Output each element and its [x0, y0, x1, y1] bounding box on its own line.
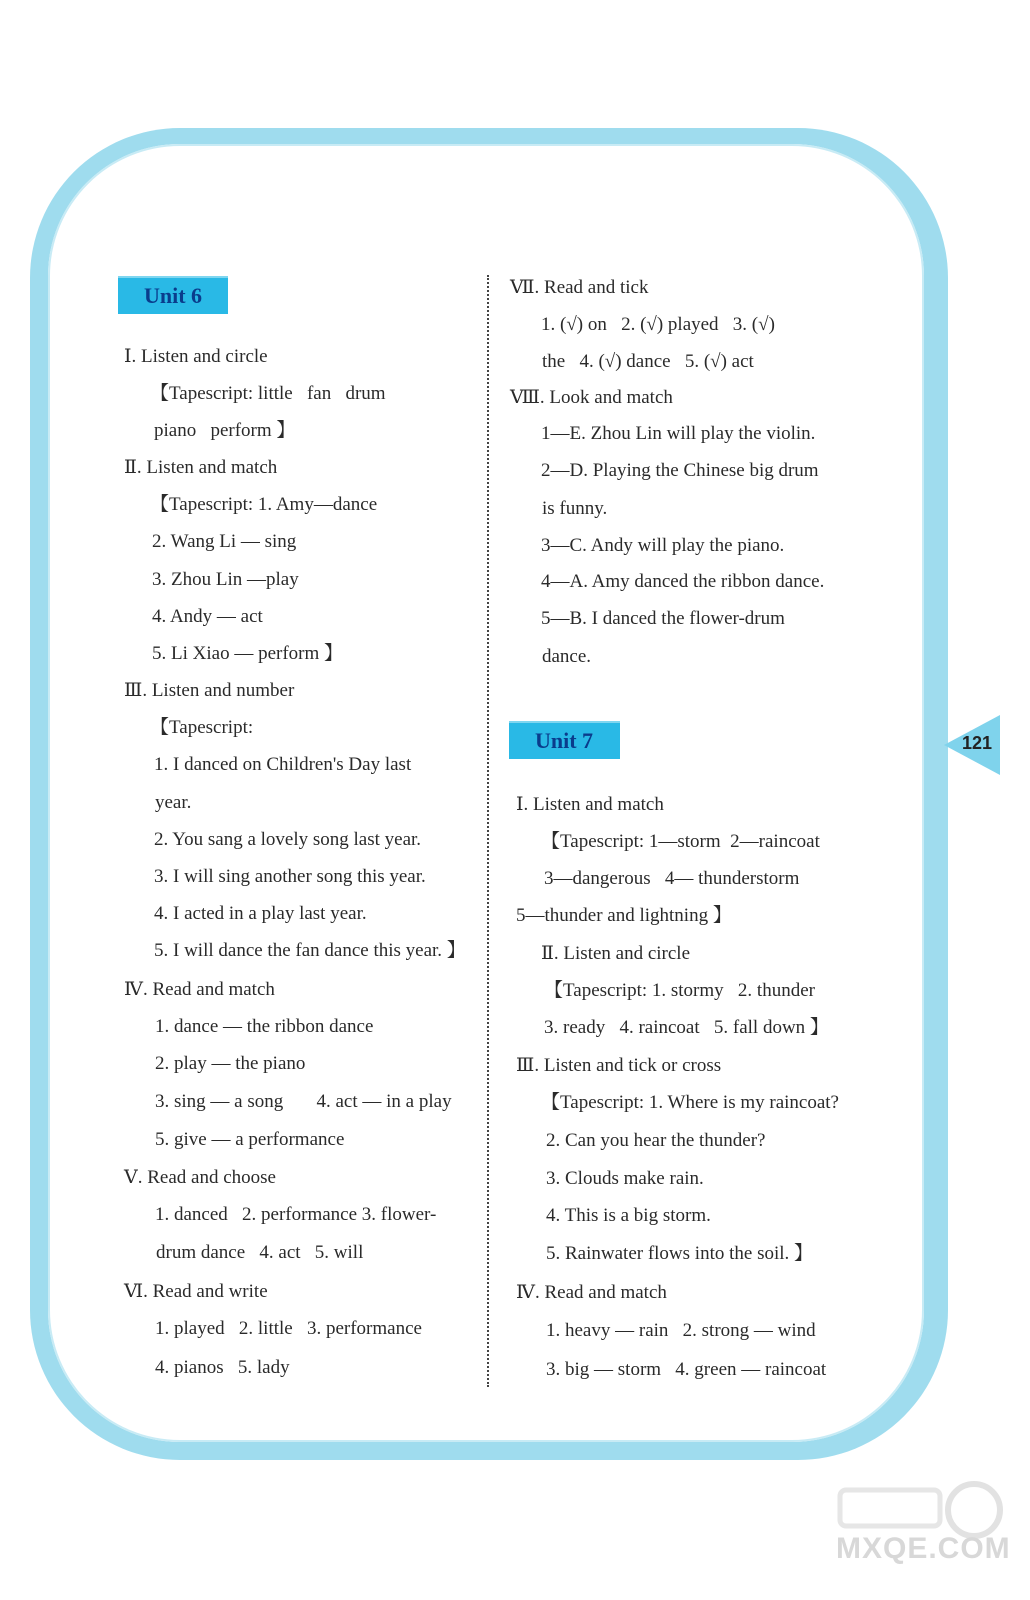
left-line-20: 2. play — the piano [155, 1053, 306, 1074]
left-line-24: 1. danced 2. performance 3. flower- [155, 1204, 437, 1225]
unit-6-title: Unit 6 [118, 276, 228, 314]
right-bottom-line-11: 3. Clouds make rain. [546, 1168, 704, 1189]
left-line-11: 【Tapescript: [150, 717, 254, 738]
right-bottom-line-1: Ⅰ. Listen and match [516, 794, 664, 815]
right-bottom-line-7: 3. ready 4. raincoat 5. fall down 】 [544, 1017, 829, 1038]
right-bottom-line-5: Ⅱ. Listen and circle [541, 943, 691, 964]
right-top-line-2: 1. (√) on 2. (√) played 3. (√) [541, 314, 775, 335]
right-bottom-line-15: 1. heavy — rain 2. strong — wind [546, 1320, 816, 1341]
right-top-line-10: 5—B. I danced the flower-drum [541, 608, 785, 629]
left-line-18: Ⅳ. Read and match [124, 979, 275, 1000]
right-bottom-line-12: 4. This is a big storm. [546, 1205, 711, 1226]
right-top-line-11: dance. [542, 646, 592, 667]
right-bottom-line-8: Ⅲ. Listen and tick or cross [516, 1055, 722, 1076]
left-line-2: 【Tapescript: little fan drum [150, 383, 386, 404]
left-line-23: Ⅴ. Read and choose [124, 1167, 276, 1188]
right-bottom-line-2: 【Tapescript: 1—storm 2—raincoat [541, 831, 820, 852]
left-line-19: 1. dance — the ribbon dance [155, 1016, 374, 1037]
left-line-22: 5. give — a performance [155, 1129, 345, 1150]
left-line-9: 5. Li Xiao — perform 】 [152, 643, 344, 664]
left-line-12: 1. I danced on Children's Day last [154, 754, 412, 775]
left-line-13: year. [155, 792, 192, 813]
left-line-27: 1. played 2. little 3. performance [155, 1318, 422, 1339]
right-top-line-4: Ⅷ. Look and match [510, 387, 673, 408]
left-line-16: 4. I acted in a play last year. [154, 903, 367, 924]
left-line-4: Ⅱ. Listen and match [124, 457, 278, 478]
right-bottom-line-10: 2. Can you hear the thunder? [546, 1130, 766, 1151]
right-bottom-line-14: Ⅳ. Read and match [516, 1282, 667, 1303]
left-line-15: 3. I will sing another song this year. [154, 866, 426, 887]
right-top-line-1: Ⅶ. Read and tick [510, 277, 649, 298]
right-bottom-line-16: 3. big — storm 4. green — raincoat [546, 1359, 827, 1380]
left-line-7: 3. Zhou Lin —play [152, 569, 299, 590]
watermark-text: MXQE.COM [836, 1532, 1011, 1565]
right-top-line-5: 1—E. Zhou Lin will play the violin. [541, 423, 816, 444]
left-line-14: 2. You sang a lovely song last year. [154, 829, 422, 850]
right-top-line-7: is funny. [542, 498, 608, 519]
right-bottom-line-3: 3—dangerous 4— thunderstorm [544, 868, 800, 889]
right-bottom-line-13: 5. Rainwater flows into the soil. 】 [546, 1243, 814, 1264]
right-bottom-line-6: 【Tapescript: 1. stormy 2. thunder [544, 980, 815, 1001]
right-top-line-9: 4—A. Amy danced the ribbon dance. [541, 571, 825, 592]
column-divider [487, 275, 489, 1387]
left-line-26: Ⅵ. Read and write [124, 1281, 268, 1302]
left-line-17: 5. I will dance the fan dance this year. 】 [154, 940, 466, 961]
page-number: 121 [962, 733, 993, 753]
left-line-21: 3. sing — a song 4. act — in a play [155, 1091, 452, 1112]
left-line-8: 4. Andy — act [152, 606, 263, 627]
right-bottom-line-9: 【Tapescript: 1. Where is my raincoat? [541, 1092, 839, 1113]
left-line-5: 【Tapescript: 1. Amy—dance [150, 494, 378, 515]
unit-7-title: Unit 7 [509, 721, 620, 759]
left-line-1: Ⅰ. Listen and circle [124, 346, 268, 367]
left-line-25: drum dance 4. act 5. will [156, 1242, 364, 1263]
right-bottom-line-4: 5—thunder and lightning 】 [516, 905, 732, 926]
right-top-line-8: 3—C. Andy will play the piano. [541, 535, 785, 556]
left-line-6: 2. Wang Li — sing [152, 531, 297, 552]
right-top-line-6: 2—D. Playing the Chinese big drum [541, 460, 819, 481]
left-line-28: 4. pianos 5. lady [155, 1357, 290, 1378]
right-top-line-3: the 4. (√) dance 5. (√) act [542, 351, 754, 372]
left-line-3: piano perform 】 [154, 420, 296, 441]
left-line-10: Ⅲ. Listen and number [124, 680, 295, 701]
